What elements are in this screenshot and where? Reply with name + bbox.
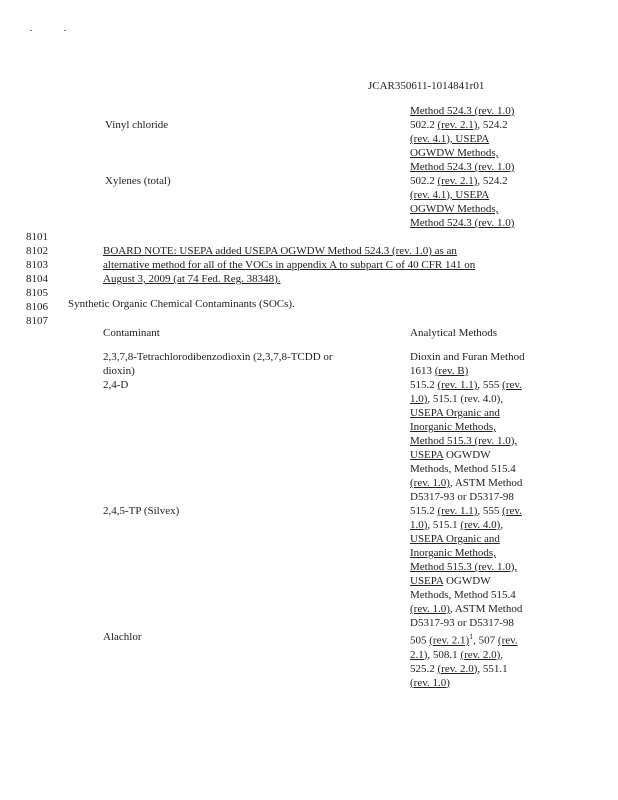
method-text: 515.2 — [410, 505, 438, 517]
method-line — [410, 588, 550, 602]
method-text: OGWDW — [443, 449, 491, 461]
method-text: , — [500, 648, 504, 661]
method-text: (rev. 2.0) — [460, 648, 501, 661]
method-line — [410, 448, 550, 462]
board-note-line: BOARD NOTE: USEPA added USEPA OGWDW Method 524.3 (rev. 1.0) as an — [103, 245, 457, 257]
soc-contaminant — [103, 504, 179, 518]
method-text: (rev. 2.1) — [437, 175, 478, 187]
method-text: (rev. 2.1) — [429, 634, 470, 647]
method-line — [410, 490, 550, 504]
line-number: 8107 — [26, 315, 48, 327]
contaminant-line: dioxin) — [103, 365, 135, 377]
method-text: , 524.2 — [477, 119, 508, 131]
method-text: D5317-93 or D5317-98 — [410, 491, 514, 503]
method-text: Method 524.3 (rev. 1.0) — [410, 217, 515, 229]
method-text: 515.2 — [410, 379, 438, 391]
method-text: , — [500, 519, 504, 531]
method-text: (rev. 4.0) — [460, 519, 501, 531]
line-number: 8102 — [26, 245, 48, 257]
method-line — [410, 676, 550, 690]
method-line — [410, 560, 550, 574]
method-text: Methods, Method 515.4 — [410, 589, 516, 601]
method-text: Methods, Method 515.4 — [410, 463, 516, 475]
contaminant-line: 2,4,5-TP (Silvex) — [103, 505, 180, 517]
voc-contaminant: Vinyl chloride — [105, 119, 169, 131]
method-text: , 515.1 — [427, 519, 461, 531]
voc-methods — [410, 118, 550, 174]
soc-contaminant — [103, 630, 141, 644]
method-line — [410, 104, 550, 118]
method-line — [410, 532, 550, 546]
line-number: 8104 — [26, 273, 48, 285]
method-text: 1 — [469, 632, 474, 641]
method-line — [410, 392, 550, 406]
method-text: 502.2 — [410, 175, 438, 187]
method-line — [410, 518, 550, 532]
method-text: USEPA Organic and — [410, 407, 500, 419]
method-text: (rev. 4.1), USEPA — [410, 189, 490, 201]
method-line — [410, 350, 550, 364]
method-text: 502.2 — [410, 119, 438, 131]
method-line — [410, 476, 550, 490]
method-text: , 555 — [477, 379, 503, 391]
method-text: (rev. 2.0) — [437, 662, 478, 675]
method-line — [410, 174, 550, 188]
method-line — [410, 616, 550, 630]
soc-contaminant — [103, 378, 128, 392]
method-line — [410, 462, 550, 476]
method-line — [410, 118, 550, 132]
method-line — [410, 132, 550, 146]
method-text: , 551.1 — [477, 662, 508, 675]
method-text: 1.0) — [410, 519, 428, 531]
method-text: USEPA — [410, 449, 444, 461]
method-text: (rev. 4.1), USEPA — [410, 133, 490, 145]
method-text: , 515.1 (rev. 4.0), — [427, 393, 504, 405]
method-line — [410, 364, 550, 378]
header-contaminant: Contaminant — [103, 327, 160, 339]
soc-methods — [410, 504, 550, 630]
method-text: , ASTM Method — [449, 603, 523, 615]
method-line — [410, 434, 550, 448]
method-line — [410, 146, 550, 160]
method-text: Method 515.3 (rev. 1.0), — [410, 561, 518, 573]
line-number: 8101 — [26, 231, 48, 243]
method-text: 2.1) — [410, 648, 428, 661]
method-text: , 508.1 — [427, 648, 461, 661]
board-note-line: August 3, 2009 (at 74 Fed. Reg. 38348). — [103, 273, 281, 285]
method-line — [410, 504, 550, 518]
line-number: 8106 — [26, 301, 48, 313]
method-text: 1613 — [410, 365, 435, 377]
method-line — [410, 574, 550, 588]
method-text: , ASTM Method — [449, 477, 523, 489]
method-text: 505 — [410, 634, 430, 647]
document-id: JCAR350611-1014841r01 — [368, 80, 485, 92]
method-text: , 507 — [473, 634, 498, 647]
method-line — [410, 662, 550, 676]
voc-methods — [410, 174, 550, 230]
method-text: (rev. 1.0) — [410, 676, 450, 689]
method-text: (rev. — [502, 505, 522, 517]
method-text: Inorganic Methods, — [410, 421, 496, 433]
method-text: , 524.2 — [477, 175, 508, 187]
soc-methods — [410, 378, 550, 504]
method-text: Method 524.3 (rev. 1.0) — [410, 105, 515, 117]
method-line — [410, 378, 550, 392]
method-line — [410, 546, 550, 560]
method-line — [410, 160, 550, 174]
method-text: USEPA — [410, 575, 444, 587]
method-text: OGWDW Methods, — [410, 147, 499, 159]
line-number: 8105 — [26, 287, 48, 299]
method-line — [410, 420, 550, 434]
method-text: (rev. 1.1) — [437, 379, 478, 391]
method-text: Method 524.3 (rev. 1.0) — [410, 161, 515, 173]
method-text: OGWDW Methods, — [410, 203, 499, 215]
method-text: (rev. 1.1) — [437, 505, 478, 517]
contaminant-line: 2,3,7,8-Tetrachlorodibenzodioxin (2,3,7,8-TCDD or — [103, 351, 333, 363]
method-text: (rev. 2.1) — [437, 119, 478, 131]
board-note-line: alternative method for all of the VOCs in appendix A to subpart C of 40 CFR 141 on — [103, 259, 476, 271]
method-text: Method 515.3 (rev. 1.0), — [410, 435, 518, 447]
method-line — [410, 216, 550, 230]
method-text: (rev. — [497, 634, 518, 647]
voc-contaminant: Xylenes (total) — [105, 175, 171, 187]
method-line — [410, 602, 550, 616]
method-line — [410, 406, 550, 420]
method-text: 525.2 — [410, 662, 438, 675]
method-line — [410, 188, 550, 202]
soc-methods — [410, 350, 550, 378]
method-text: D5317-93 or D5317-98 — [410, 617, 514, 629]
method-text: (rev. — [502, 379, 522, 391]
contaminant-line: 2,4-D — [103, 379, 129, 391]
method-text: (rev. 1.0) — [410, 603, 450, 615]
method-text: 1.0) — [410, 393, 428, 405]
soc-methods — [410, 630, 550, 690]
method-text: Dioxin and Furan Method — [410, 351, 525, 363]
line-number: 8103 — [26, 259, 48, 271]
method-text: Inorganic Methods, — [410, 547, 496, 559]
method-line — [410, 630, 550, 648]
header-analytical-methods: Analytical Methods — [410, 327, 498, 339]
contaminant-line: Alachlor — [103, 631, 142, 643]
voc-methods — [410, 104, 550, 118]
scan-marks — [30, 30, 70, 34]
soc-contaminant — [103, 350, 333, 378]
method-line — [410, 202, 550, 216]
method-line — [410, 648, 550, 662]
method-text: (rev. 1.0) — [410, 477, 450, 489]
method-text: USEPA Organic and — [410, 533, 500, 545]
soc-heading: Synthetic Organic Chemical Contaminants (SOCs). — [68, 298, 295, 310]
method-text: (rev. B) — [434, 365, 469, 377]
method-text: , 555 — [477, 505, 503, 517]
method-text: OGWDW — [443, 575, 491, 587]
